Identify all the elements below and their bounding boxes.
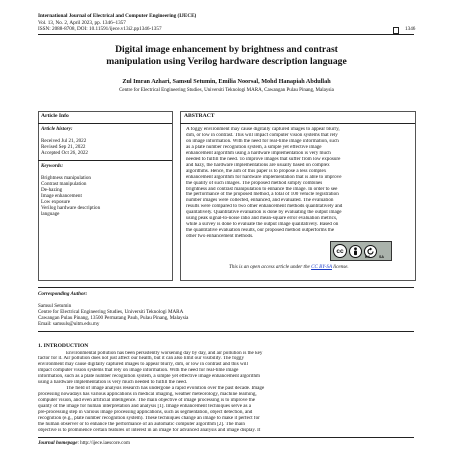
introduction-text — [38, 351, 414, 434]
article-info-heading: Article Info — [41, 113, 69, 119]
corresponding-email: Email: samsuls@uitm.edu.my — [38, 321, 100, 327]
abstract-line: the quantitative evaluation results, our proposed method outperforms the — [186, 228, 335, 234]
journal-name: International Journal of Electrical and Computer Engineering (IJECE) — [38, 13, 197, 19]
corresponding-address: Cawangan Pulau Pinang, 13500 Permatang Pauh, Pulau Pinang, Malaysia — [38, 315, 189, 321]
intro-line: the human observer or to enhance the performance of an automatic computer algorithm [2]. The main — [38, 421, 245, 427]
footer — [38, 441, 130, 446]
corresponding-heading: Corresponding Author: — [38, 291, 88, 297]
license-link[interactable]: CC BY-SA — [311, 264, 332, 270]
badge-by-label: BY — [365, 255, 370, 259]
keyword-item: Brightness manipulation — [41, 175, 91, 181]
abstract-line: brightness and contrast manipulation to enhance the image. In order to see — [186, 186, 338, 192]
intro-line: quality of the image for human interpretation and analysis [1]. Image enhancement techniques serve as a — [38, 404, 252, 410]
cc-logo-icon: cc — [333, 244, 347, 258]
keyword-item: language — [41, 211, 60, 217]
abstract-line: enhancement algorithm for hardware implementation that is able to improve — [186, 174, 342, 180]
intro-line: processing nowadays has various applications in medical imaging, weather meteorology, machine learning, — [38, 392, 257, 398]
corresponding-rule-top — [38, 287, 414, 288]
abstract-line: A foggy environment may cause digitally captured images to appear blurry, — [186, 127, 340, 132]
intro-line: factor for it. Air pollution does not just affect our health, but it can also limit our visibility. The foggy — [38, 356, 245, 362]
abstract-line: while a survey is done to evaluate the output image qualitatively. Based on — [186, 222, 339, 228]
abstract-rule — [180, 123, 415, 124]
abstract-line: other two enhancement methods. — [186, 234, 254, 240]
badge-sa-label: SA — [379, 255, 384, 259]
footer-rule — [38, 437, 414, 438]
keyword-item: Verilog hardware description — [41, 205, 101, 211]
intro-line: information, such as a plate number recognition system, a simple yet effective image enhancement algorithm — [38, 374, 260, 380]
license-prefix: This is an open access article under the — [229, 264, 312, 270]
abstract-line: the quality of such images. The proposed method simply combines — [186, 180, 323, 186]
abstract-line: number images were collected, enhanced, and evaluated. The evaluation — [186, 198, 334, 204]
abstract-line: as a plate number recognition system, a simple yet effective image — [186, 144, 322, 150]
abstract-text — [186, 127, 410, 240]
accepted-date: Accepted Oct 26, 2022 — [41, 150, 88, 156]
intro-line: computer vision, and even artificial intelligence. The main objective of image processing is to improve the — [38, 398, 256, 404]
abstract-line: needed to fulfill the need. To improve images that suffer from low exposure — [186, 156, 341, 162]
footer-label: Journal homepage — [38, 440, 78, 446]
cc-by-sa-license-icon[interactable] — [330, 241, 392, 261]
paper-title-line2: manipulation using Verilog hardware description language — [106, 55, 347, 67]
abstract-line: qualitatively. Quantitative evaluation is done by evaluating the output image — [186, 210, 342, 216]
volume-line: Vol. 13, No. 2, April 2023, pp. 1346~1357 — [38, 19, 126, 26]
abstract-line: algorithms. Hence, the aim of this paper is to propose a less complex — [186, 168, 327, 174]
abstract-line: and hazy, the hardware implementations are usually based on complex — [186, 162, 330, 168]
attribution-person-icon — [349, 245, 362, 258]
license-statement — [229, 265, 349, 270]
corresponding-affiliation: Centre for Electrical Engineering Studies, Universiti Teknologi MARA — [38, 309, 184, 315]
intro-line: objective is to prominence certain features of interest in an image for advanced analysis and image display. It — [38, 427, 261, 433]
keywords-rule — [38, 160, 172, 161]
abstract-line: enhancement algorithm using a hardware implementation is very much — [186, 150, 331, 156]
abstract-line: using peak signal-to-noise ratio and mean-square error evaluation metrics, — [186, 216, 338, 222]
abstract-line: results were compared to two other enhancement methods quantitatively and — [186, 204, 343, 210]
intro-line: recognition (e.g., plate number recognition system). These techniques change an image to make it perfect for — [38, 415, 260, 421]
revised-date: Revised Sep 21, 2022 — [41, 144, 86, 150]
intro-line: The field of image analysis research has undergone a rapid evolution over the past decade. Image — [66, 386, 265, 392]
paper-title-line1: Digital image enhancement by brightness and contrast — [115, 44, 338, 55]
issn-line: ISSN: 2088-8708, DOI: 10.11591/ijece.v13i2.pp1346-1357 — [38, 26, 162, 32]
intro-line: environment may cause digitally captured images to appear blurry, dim, or low in contrast and this will — [38, 362, 248, 368]
corresponding-name: Samsul Setumin — [38, 303, 72, 309]
page-marker-icon — [393, 27, 399, 34]
abstract-line: dim, or low in contrast. This will impact computer vision systems that rely — [186, 132, 338, 138]
intro-line: using a hardware implementation is very much needed to fulfill the need. — [38, 380, 188, 386]
keyword-item: Contrast manipulation — [41, 181, 87, 187]
keywords-heading: Keywords: — [41, 163, 64, 169]
abstract-line: the performance of the proposed method, a total of 100 vehicle registration — [186, 192, 339, 198]
keyword-item: Low exposure — [41, 199, 70, 205]
keyword-item: De-hazing — [41, 187, 63, 193]
affiliation: Centre for Electrical Engineering Studies, Universiti Teknologi MARA, Cawangan Pulau Pinang, Malaysia — [119, 88, 334, 93]
authors: Zul Imran Azhari, Samsul Setumin, Emilia Noorsal, Mohd Hanapiah Abdullah — [122, 78, 331, 85]
footer-url[interactable]: : http://ijece.iaescore.com — [77, 440, 130, 446]
intro-line: impact computer vision systems that rely on image information. With the need for real-time image — [38, 368, 239, 374]
intro-line: Environmental pollution has been persistently worsening day by day, and air pollution is the key — [66, 350, 263, 356]
corresponding-rule-bottom — [38, 331, 414, 332]
page-number: 1346 — [405, 26, 416, 32]
article-info-rule — [38, 123, 172, 124]
header-rule — [38, 34, 414, 35]
received-date: Received Jul 21, 2022 — [41, 138, 87, 144]
keyword-item: Image enhancement — [41, 193, 82, 199]
license-suffix: license. — [331, 264, 349, 270]
abstract-heading: ABSTRACT — [184, 113, 215, 119]
abstract-line: on image information. With the need for real-time image information, such — [186, 138, 339, 144]
introduction-heading: 1. INTRODUCTION — [38, 343, 89, 349]
intro-line: pre-processing step in various image processing applications, such as segmentation, object detection, and — [38, 410, 253, 416]
history-heading: Article history: — [41, 126, 73, 132]
